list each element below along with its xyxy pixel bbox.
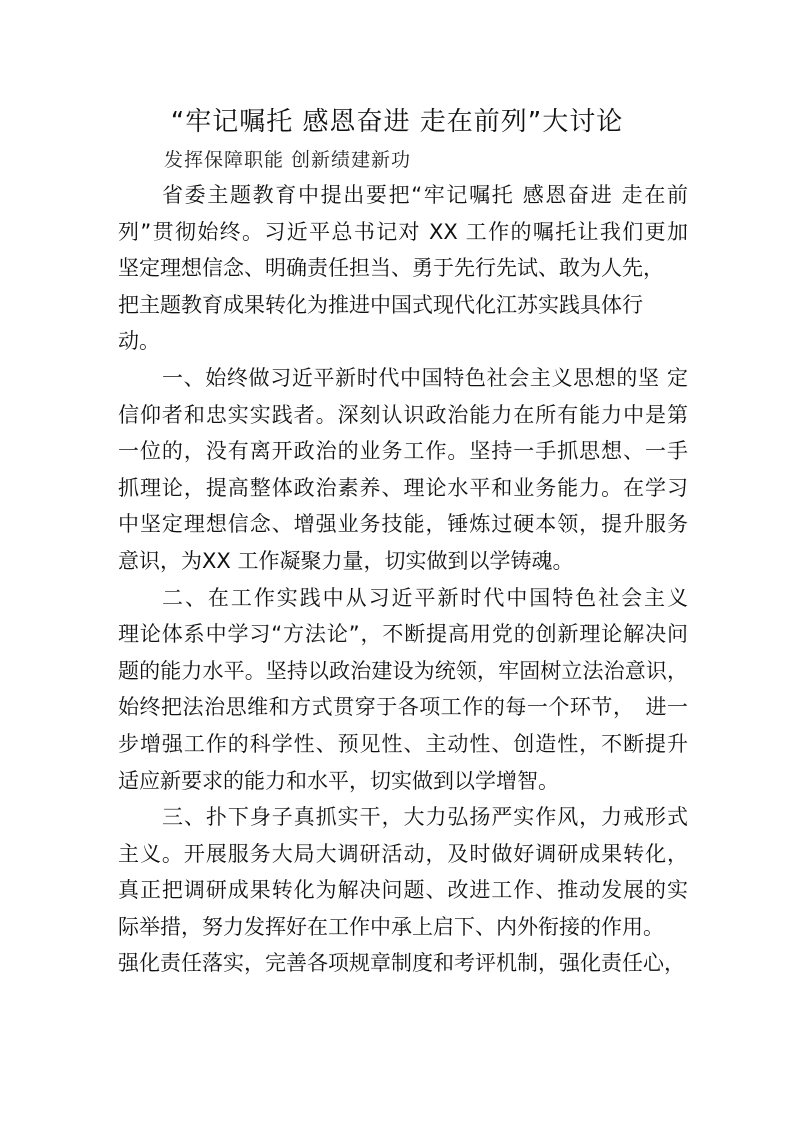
body-line: 列”贯彻始终。习近平总书记对 XX 工作的嘱托让我们更加 (118, 219, 688, 244)
body-line: 坚定理想信念、明确责任担当、勇于先行先试、敢为人先， (118, 256, 664, 281)
body-line: 一、始终做习近平新时代中国特色社会主义思想的坚 定 (162, 365, 688, 390)
body-line: 强化责任落实，完善各项规章制度和考评机制，强化责任心， (118, 951, 685, 976)
body-line: 信仰者和忠实实践者。深刻认识政治能力在所有能力中是第 (118, 402, 688, 427)
body-line: 三、扑下身子真抓实干，大力弘扬严实作风，力戒形式 (162, 805, 688, 830)
document-title: “牢记嘱托 感恩奋进 走在前列”大讨论 (170, 107, 624, 137)
body-line: 一位的，没有离开政治的业务工作。坚持一手抓思想、一手 (118, 439, 688, 464)
body-line: 二、在工作实践中从习近平新时代中国特色社会主义 (162, 585, 688, 610)
body-line: 真正把调研成果转化为解决问题、改进工作、推动发展的实 (118, 878, 688, 903)
body-line: 理论体系中学习“方法论”，不断提高用党的创新理论解决问 (118, 622, 688, 647)
document-body (118, 177, 688, 982)
body-line: 题的能力水平。坚持以政治建设为统领，牢固树立法治意识， (118, 658, 688, 683)
body-line: 抓理论，提高整体政治素养、理论水平和业务能力。在学习 (118, 475, 688, 500)
document-subtitle: 发挥保障职能 创新绩建新功 (164, 149, 412, 171)
body-line: 动。 (118, 329, 160, 354)
body-line: 中坚定理想信念、增强业务技能，锤炼过硬本领，提升服务 (118, 512, 688, 537)
body-line: 省委主题教育中提出要把“牢记嘱托 感恩奋进 走在前 (162, 183, 688, 207)
body-line: 意识，为XX 工作凝聚力量，切实做到以学铸魂。 (118, 548, 574, 573)
body-line: 步增强工作的科学性、预见性、主动性、创造性，不断提升 (118, 731, 688, 756)
body-line: 主义。开展服务大局大调研活动，及时做好调研成果转化， (118, 841, 688, 866)
body-line: 适应新要求的能力和水平，切实做到以学增智。 (118, 768, 559, 793)
body-line: 际举措，努力发挥好在工作中承上启下、内外衔接的作用。 (118, 914, 664, 939)
body-line: 把主题教育成果转化为推进中国式现代化江苏实践具体行 (118, 292, 643, 317)
body-line: 始终把法治思维和方式贯穿于各项工作的每一个环节， 进一 (118, 695, 688, 720)
